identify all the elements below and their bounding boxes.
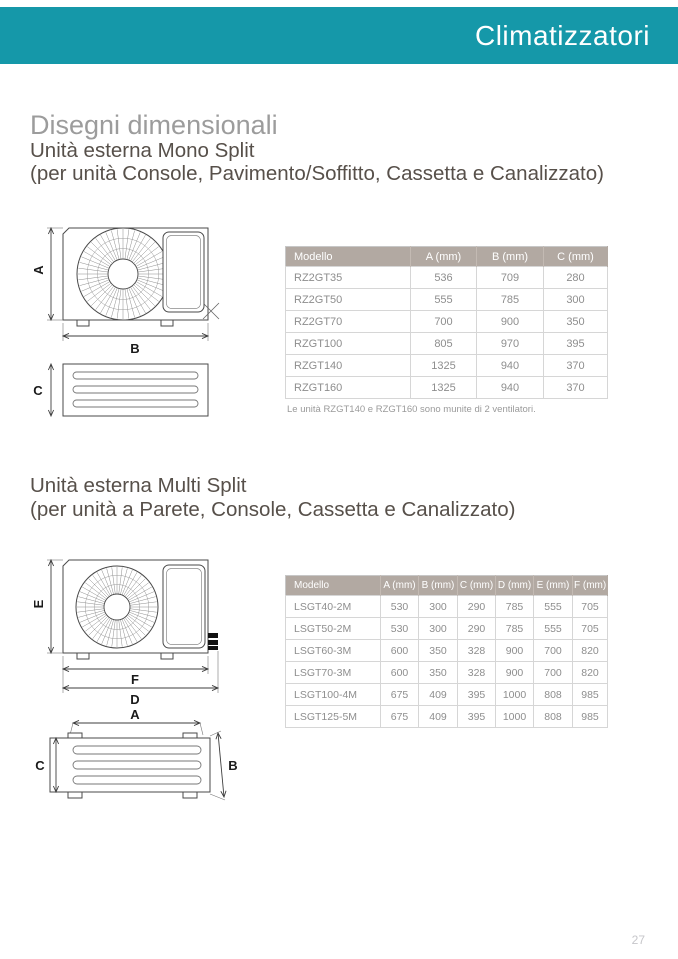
column-header: Modello [286,576,381,596]
column-header: F (mm) [573,576,608,596]
table-row: LSGT100-4M 675 409 395 1000 808 985 [286,684,608,706]
dim-label-f: F [131,672,139,687]
dim-label-d: D [130,692,140,707]
column-header: D (mm) [496,576,534,596]
table-row: RZGT160 1325 940 370 [286,377,608,399]
table-row: LSGT40-2M 530 300 290 785 555 705 [286,596,608,618]
multi-split-subheading: (per unità a Parete, Console, Cassetta e Canalizzato) [30,498,516,521]
mono-split-table [285,246,607,399]
dim-label-a2: A [130,707,140,722]
column-header: B (mm) [477,247,544,267]
table-row: LSGT50-2M 530 300 290 785 555 705 [286,618,608,640]
column-header: B (mm) [419,576,458,596]
dim-label-c2: C [35,758,45,773]
page-number: 27 [631,933,645,947]
table-row: LSGT125-5M 675 409 395 1000 808 985 [286,706,608,728]
table-row: RZGT140 1325 940 370 [286,355,608,377]
multi-split-heading: Unità esterna Multi Split [30,474,247,497]
mono-split-drawing [25,210,255,425]
dim-label-a: A [31,265,46,275]
mono-split-heading: Unità esterna Mono Split [30,139,255,162]
dim-label-b: B [130,341,140,356]
multi-split-table [285,575,607,728]
dim-label-b2: B [228,758,238,773]
table-header-row [286,247,608,267]
table-row: RZ2GT70 700 900 350 [286,311,608,333]
table-row: RZ2GT50 555 785 300 [286,289,608,311]
column-header: Modello [286,247,411,267]
table-note: Le unità RZGT140 e RZGT160 sono munite di 2 ventilatori. [287,404,536,415]
dim-label-e: E [31,599,46,609]
table-row: RZ2GT35 536 709 280 [286,267,608,289]
header-bar [0,7,678,64]
column-header: C (mm) [458,576,496,596]
dim-label-c: C [33,383,43,398]
column-header: C (mm) [544,247,608,267]
column-header: E (mm) [534,576,573,596]
mono-split-subheading: (per unità Console, Pavimento/Soffitto, Cassetta e Canalizzato) [30,162,604,185]
multi-split-drawing [25,545,265,815]
table-row: LSGT60-3M 600 350 328 900 700 820 [286,640,608,662]
page-title: Climatizzatori [474,20,650,51]
table-header-row [286,576,608,596]
column-header: A (mm) [411,247,477,267]
table-row: RZGT100 805 970 395 [286,333,608,355]
pipe-connections [208,633,218,650]
section-title: Disegni dimensionali [30,110,278,140]
column-header: A (mm) [381,576,419,596]
table-row: LSGT70-3M 600 350 328 900 700 820 [286,662,608,684]
